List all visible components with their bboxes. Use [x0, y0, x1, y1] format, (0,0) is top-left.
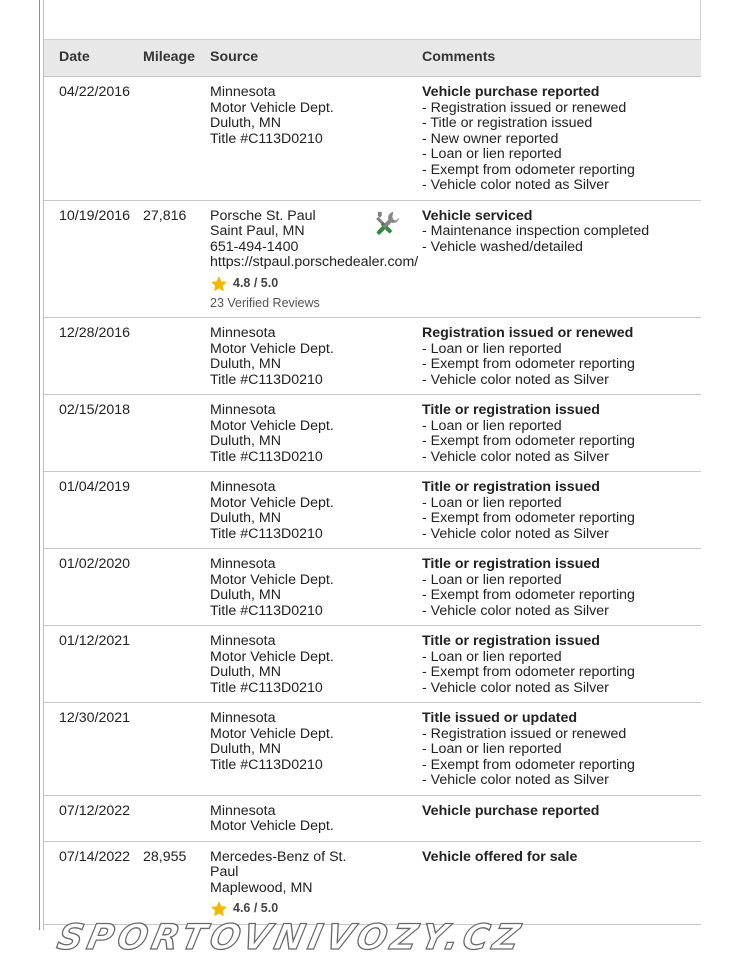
comment-line: - Loan or lien reported: [422, 340, 562, 357]
source-line: Title #C113D0210: [210, 756, 323, 773]
comment-line: - Vehicle color noted as Silver: [422, 772, 609, 788]
source-cell: [202, 200, 419, 318]
comment-line: - Vehicle color noted as Silver: [422, 371, 609, 388]
comment-title: Title or registration issued: [422, 402, 600, 418]
source-line: Duluth, MN: [210, 587, 281, 603]
comment-line: - Loan or lien reported: [422, 417, 562, 434]
comment-line: - Vehicle color noted as Silver: [422, 602, 609, 619]
source-line: Motor Vehicle Dept.: [210, 818, 334, 834]
date-cell: [44, 77, 136, 201]
source-line: Title #C113D0210: [210, 602, 323, 619]
source-line: Motor Vehicle Dept.: [210, 648, 334, 665]
comments-cell: [413, 77, 701, 201]
source-line: Motor Vehicle Dept.: [210, 571, 334, 588]
comment-line: - Loan or lien reported: [422, 494, 562, 511]
comments-cell: [413, 318, 701, 395]
comment-line: - Registration issued or renewed: [422, 99, 627, 116]
source-line: Mercedes-Benz of St.: [210, 848, 347, 865]
date-cell: [44, 626, 136, 703]
comment-line: - Exempt from odometer reporting: [422, 356, 635, 372]
date-value: 04/22/2016: [59, 84, 131, 100]
date-cell: [44, 841, 136, 925]
date-cell: [44, 472, 136, 549]
comment-line: - Loan or lien reported: [422, 741, 562, 757]
mileage-value: 27,816: [143, 207, 187, 224]
source-cell: [202, 703, 413, 796]
source-line: Title #C113D0210: [210, 371, 323, 388]
comment-line: - Exempt from odometer reporting: [422, 433, 635, 449]
verified-reviews-link[interactable]: 23 Verified Reviews: [210, 295, 320, 310]
source-line: Saint Paul, MN: [210, 223, 305, 239]
history-row: [44, 549, 701, 626]
date-cell: [44, 795, 136, 841]
source-cell: [202, 795, 413, 841]
comments-cell: [413, 200, 701, 318]
comments-cell: [413, 626, 701, 703]
comment-line: - Exempt from odometer reporting: [422, 664, 635, 680]
source-line: 651-494-1400: [210, 238, 299, 255]
mileage-cell: [136, 77, 202, 201]
comments-cell: [413, 841, 701, 925]
comment-line: - Vehicle washed/detailed: [422, 238, 583, 255]
mileage-column-header: Mileage: [136, 40, 202, 77]
comment-title: Vehicle serviced: [422, 207, 533, 224]
source-line: Title #C113D0210: [210, 130, 323, 147]
rating-value: 4.6 / 5.0: [233, 901, 279, 916]
comment-line: - Registration issued or renewed: [422, 725, 627, 742]
comment-title: Title or registration issued: [422, 633, 600, 649]
source-cell: [202, 626, 413, 703]
date-cell: [44, 703, 136, 796]
source-cell: [202, 549, 413, 626]
comment-title: Vehicle purchase reported: [422, 802, 600, 819]
source-line: Paul: [210, 864, 239, 880]
date-value: 12/30/2021: [59, 710, 131, 726]
source-line: Duluth, MN: [210, 510, 281, 526]
source-line: Minnesota: [210, 479, 276, 495]
source-line: Minnesota: [210, 633, 276, 649]
comment-title: Vehicle offered for sale: [422, 848, 578, 865]
source-line: Motor Vehicle Dept.: [210, 417, 334, 434]
date-cell: [44, 318, 136, 395]
source-cell: [202, 395, 413, 472]
history-row: [44, 841, 701, 925]
mileage-cell: [136, 549, 202, 626]
date-value: 02/15/2018: [59, 402, 131, 418]
comment-line: - Title or registration issued: [422, 115, 593, 131]
table-header-row: [44, 40, 701, 77]
history-row: [44, 703, 701, 796]
source-line: Maplewood, MN: [210, 879, 313, 896]
date-value: 10/19/2016: [59, 207, 131, 224]
date-value: 07/14/2022: [59, 848, 131, 865]
history-row: [44, 318, 701, 395]
history-row: [44, 200, 701, 318]
mileage-cell: [136, 318, 202, 395]
history-row: [44, 472, 701, 549]
dealer-website-link[interactable]: https://stpaul.porschedealer.com/: [210, 254, 419, 270]
dealer-rating: [210, 900, 413, 918]
source-line: Duluth, MN: [210, 433, 281, 449]
date-value: 12/28/2016: [59, 325, 131, 341]
source-line: Motor Vehicle Dept.: [210, 725, 334, 742]
mileage-cell: [136, 472, 202, 549]
date-value: 07/12/2022: [59, 802, 131, 819]
date-value: 01/02/2020: [59, 556, 131, 572]
date-column-header: Date: [44, 40, 136, 77]
history-row: [44, 795, 701, 841]
comment-line: - Vehicle color noted as Silver: [422, 679, 609, 696]
vehicle-history-table: [44, 39, 701, 925]
comment-line: - Exempt from odometer reporting: [422, 161, 635, 178]
comment-title: Title or registration issued: [422, 479, 600, 495]
comment-title: Title issued or updated: [422, 710, 578, 726]
source-line: Minnesota: [210, 802, 276, 819]
comment-line: - New owner reported: [422, 130, 559, 147]
watermark: SPORTOVNIVOZY.CZ: [53, 918, 528, 958]
source-line: Title #C113D0210: [210, 679, 323, 696]
date-cell: [44, 395, 136, 472]
comment-line: - Vehicle color noted as Silver: [422, 177, 609, 193]
source-cell: [202, 318, 413, 395]
source-line: Title #C113D0210: [210, 525, 323, 542]
mileage-cell: [136, 200, 202, 318]
source-cell: [202, 77, 413, 201]
source-line: Motor Vehicle Dept.: [210, 494, 334, 511]
comments-cell: [413, 703, 701, 796]
source-line: Motor Vehicle Dept.: [210, 99, 334, 116]
rating-value: 4.8 / 5.0: [233, 275, 279, 290]
comment-line: - Loan or lien reported: [422, 146, 562, 162]
mileage-cell: [136, 626, 202, 703]
comments-cell: [413, 549, 701, 626]
mileage-cell: [136, 703, 202, 796]
comment-line: - Loan or lien reported: [422, 571, 562, 588]
source-line: Duluth, MN: [210, 741, 281, 757]
star-icon: [210, 900, 228, 918]
mileage-cell: [136, 395, 202, 472]
comment-line: - Vehicle color noted as Silver: [422, 448, 609, 465]
comment-line: - Vehicle color noted as Silver: [422, 525, 609, 542]
comment-line: - Maintenance inspection completed: [422, 223, 650, 239]
date-cell: [44, 200, 136, 318]
dealer-rating: [210, 275, 413, 293]
history-row: [44, 77, 701, 201]
comment-line: - Exempt from odometer reporting: [422, 587, 635, 603]
history-row: [44, 626, 701, 703]
source-line: Minnesota: [210, 402, 276, 418]
comment-line: - Exempt from odometer reporting: [422, 510, 635, 526]
date-value: 01/12/2021: [59, 633, 131, 649]
comment-title: Registration issued or renewed: [422, 325, 634, 341]
service-tools-icon: [374, 210, 401, 237]
source-line: Minnesota: [210, 556, 276, 572]
source-line: Duluth, MN: [210, 115, 281, 131]
source-line: Duluth, MN: [210, 664, 281, 680]
source-line: Porsche St. Paul: [210, 207, 316, 224]
comments-cell: [413, 472, 701, 549]
mileage-value: 28,955: [143, 848, 187, 865]
comments-cell: [413, 795, 701, 841]
history-row: [44, 395, 701, 472]
source-column-header: Source: [202, 40, 413, 77]
mileage-cell: [136, 841, 202, 925]
source-line: Title #C113D0210: [210, 448, 323, 465]
comment-title: Title or registration issued: [422, 556, 600, 572]
date-cell: [44, 549, 136, 626]
source-line: Minnesota: [210, 325, 276, 341]
source-line: Motor Vehicle Dept.: [210, 340, 334, 357]
comments-column-header: Comments: [413, 40, 701, 77]
source-line: Minnesota: [210, 84, 276, 100]
source-cell: [202, 472, 413, 549]
source-line: Duluth, MN: [210, 356, 281, 372]
source-line: Minnesota: [210, 710, 276, 726]
comments-cell: [413, 395, 701, 472]
page-frame-right: [700, 0, 701, 40]
comment-line: - Loan or lien reported: [422, 648, 562, 665]
star-icon: [210, 275, 228, 293]
mileage-cell: [136, 795, 202, 841]
comment-line: - Exempt from odometer reporting: [422, 756, 635, 773]
source-cell: [202, 841, 413, 925]
comment-title: Vehicle purchase reported: [422, 84, 600, 100]
date-value: 01/04/2019: [59, 479, 131, 495]
